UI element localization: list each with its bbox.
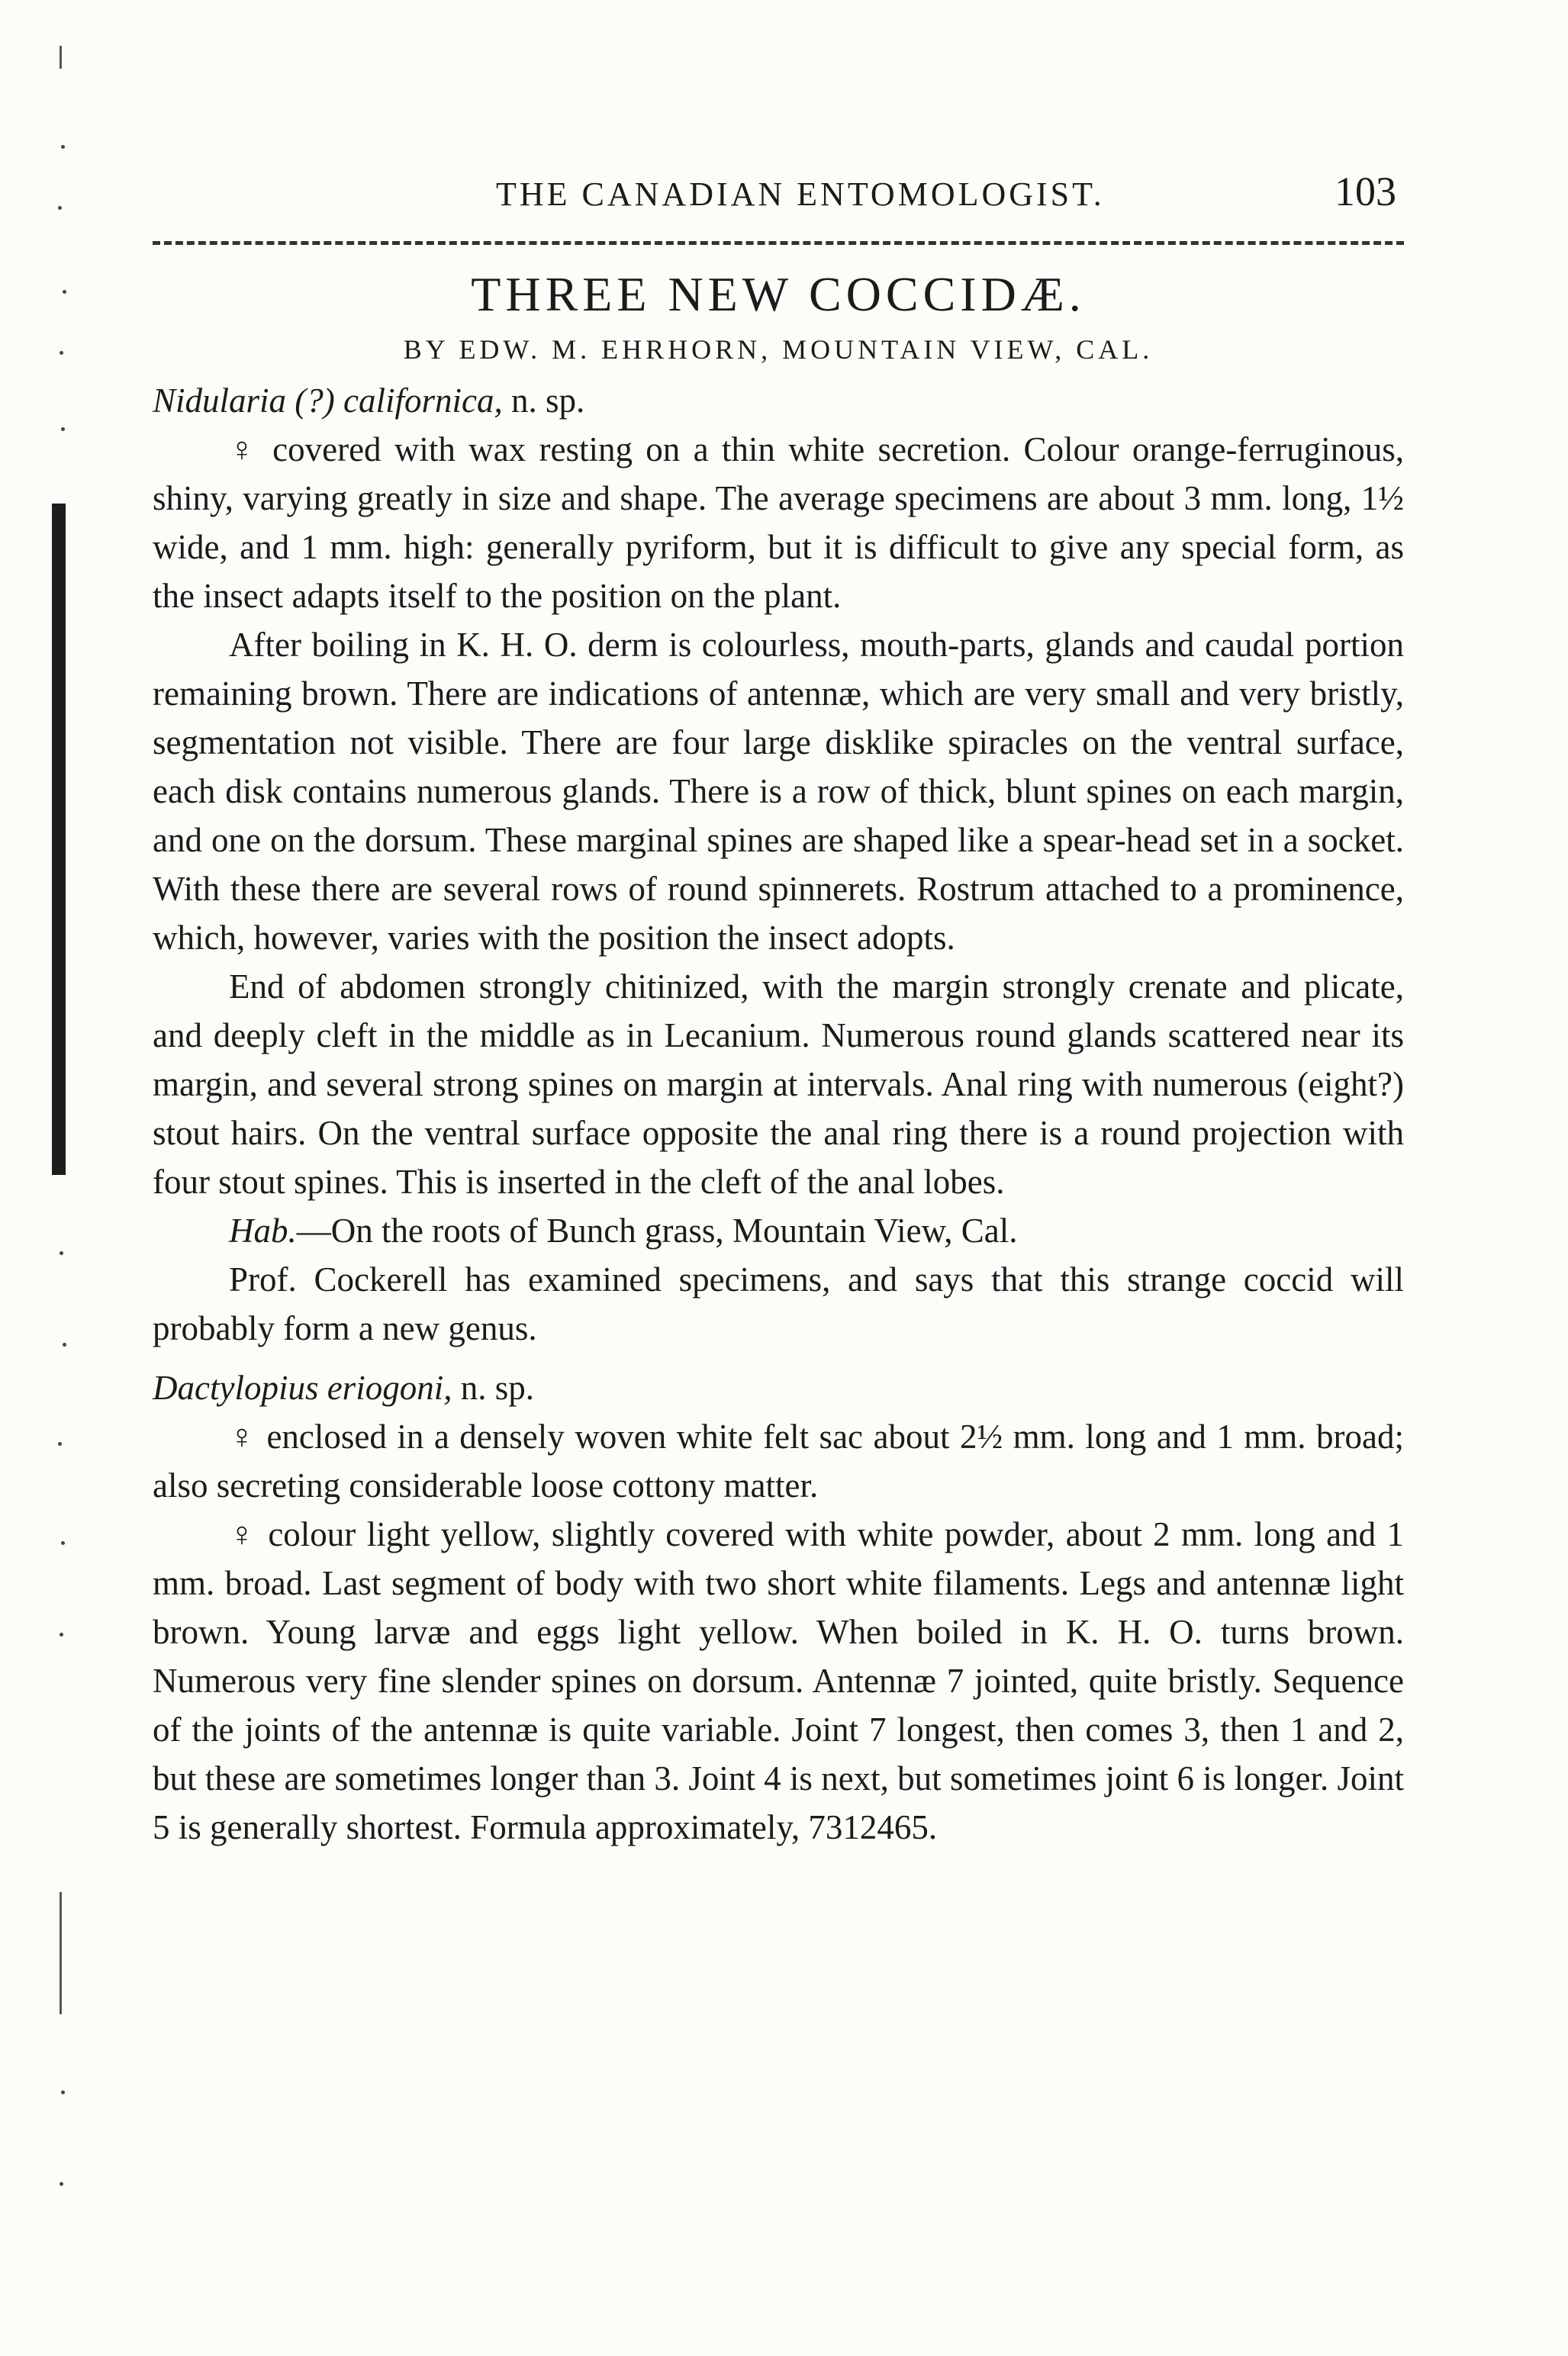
habitat-paragraph [153, 1206, 1404, 1255]
article-title: THREE NEW COCCIDÆ. [471, 267, 1086, 321]
species-heading-1 [153, 376, 1404, 425]
paragraph: ♀ covered with wax resting on a thin white secretion. Colour orange-ferruginous, shiny, varying greatly in size and shape. The average specimens are about 3 mm. long, 1½ wide, and 1 mm. high: generally pyriform, but it is difficult to give any special form, as the insect adapts itself to the position on the plant. [153, 430, 1404, 615]
species-name: Nidularia (?) californica, [153, 381, 503, 420]
paragraph: ♀ enclosed in a densely woven white felt sac about 2½ mm. long and 1 mm. broad; also secreting considerable loose cottony matter. [153, 1418, 1404, 1505]
species-designation: n. sp. [510, 381, 585, 420]
header-rule [153, 241, 1404, 245]
byline: BY EDW. M. EHRHORN, MOUNTAIN VIEW, CAL. [403, 334, 1154, 365]
species-name: Dactylopius eriogoni, [153, 1369, 452, 1407]
species-designation: n. sp. [460, 1369, 534, 1407]
habitat-label: Hab. [229, 1212, 297, 1250]
binding-edge-marks [44, 31, 98, 2243]
habitat-text: —On the roots of Bunch grass, Mountain View, Cal. [296, 1212, 1018, 1250]
paragraph: ♀ colour light yellow, slightly covered with white powder, about 2 mm. long and 1 mm. broad. Last segment of body with two short white filaments. Legs and antennæ light brown. Young larvæ and eggs light yellow. When boiled in K. H. O. turns brown. Numerous very fine slender spines on dorsum. Antennæ 7 jointed, quite bristly. Sequence of the joints of the antennæ is quite variable. Joint 7 longest, then comes 3, then 1 and 2, but these are sometimes longer than 3. Joint 4 is next, but sometimes joint 6 is longer. Joint 5 is generally shortest. Formula approximately, 7312465. [153, 1515, 1404, 1846]
species-heading-2 [153, 1363, 1404, 1412]
paragraph: After boiling in K. H. O. derm is colourless, mouth-parts, glands and caudal portion remaining brown. There are indications of antennæ, which are very small and very bristly, segmentation not visible. There are four large disklike spiracles on the ventral surface, each disk contains numerous glands. There is a row of thick, blunt spines on each margin, and one on the dorsum. These marginal spines are shaped like a spear-head set in a socket. With these there are several rows of round spinnerets. Rostrum attached to a prominence, which, however, varies with the position the insect adopts. [153, 626, 1404, 957]
running-head [153, 168, 1404, 215]
paragraph: End of abdomen strongly chitinized, with the margin strongly crenate and plicate, and deeply cleft in the middle as in Lecanium. Numerous round glands scattered near its margin, and several strong spines on margin at intervals. Anal ring with numerous (eight?) stout hairs. On the ventral surface opposite the anal ring there is a round projection with four stout spines. This is inserted in the cleft of the anal lobes. [153, 967, 1404, 1201]
page-number: 103 [1335, 169, 1396, 214]
page-content [153, 168, 1404, 1852]
note-paragraph: Prof. Cockerell has examined specimens, and says that this strange coccid will probably form a new genus. [153, 1260, 1404, 1347]
journal-title: THE CANADIAN ENTOMOLOGIST. [496, 175, 1105, 213]
